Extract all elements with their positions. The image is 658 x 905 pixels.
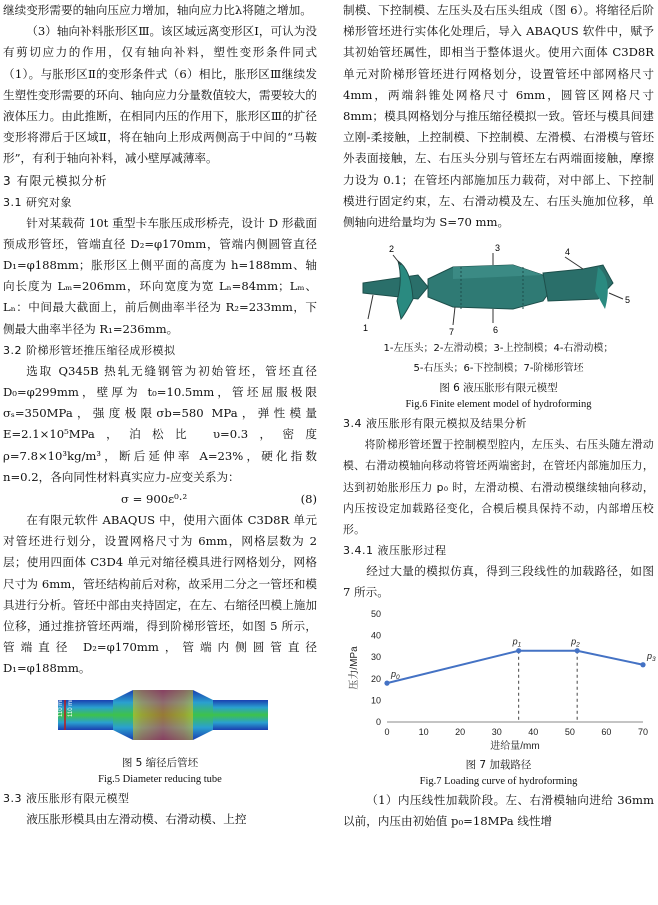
y-tick-label: 0	[375, 716, 381, 727]
subsection-heading: 3.4.1 液压胀形过程	[343, 544, 447, 558]
point-label: $p_0$	[391, 668, 400, 681]
data-point	[640, 662, 645, 667]
fig5-dimension-label: 110 mm	[68, 695, 74, 717]
fig5-dimension-label: 110 mm	[58, 695, 64, 717]
fig6-callout: 6	[493, 325, 499, 336]
figure-caption-en: Fig.6 Finite element model of hydroforming	[405, 399, 592, 411]
y-axis-label: 压力/MPa	[349, 645, 360, 690]
series-line	[387, 650, 643, 682]
figure-5	[3, 684, 317, 746]
x-axis-label: 进给量/mm	[490, 740, 540, 752]
figure-caption-en: Fig.7 Loading curve of hydroforming	[419, 775, 578, 787]
loading-curve-chart	[343, 606, 654, 756]
equation-number: (8)	[300, 492, 317, 507]
fig6-callout: 2	[389, 244, 395, 255]
equation	[3, 488, 317, 510]
section-heading: 3 有限元模拟分析	[3, 173, 108, 188]
paragraph: （3）轴向补料胀形区Ⅲ。该区域远离变形区Ⅰ，可认为没有剪切应力的作用，仅有轴向补料，塑性变形条件同式（1）。与胀形区Ⅱ的变形条件式（6）相比，胀形区Ⅲ继续发生塑性变形需要的环向、轴向应力分量数值较大，需要较大的液体压力。由此推断，在相同内压的作用下，胀形区Ⅲ的扩径变形将滞后于区域Ⅱ，将在轴向上形成两侧高于中间的“马鞍形”，有利于轴向补料，减小壁厚减薄率。	[3, 24, 317, 166]
paragraph: 液压胀形模具由左滑动模、右滑动模、上控	[26, 811, 247, 826]
paragraph: 针对某载荷 10t 重型卡车胀压成形桥壳，设计 D 形截面预成形管坯，管端直径 D₂=φ170mm，管端内侧圆管直径 D₁=φ188mm；胀形区上侧平面的高度为 h=188mm、轴向长度为 Lₘ=206mm，环向宽度为宽 Lₙ=84mm；Lₘ、Lₙ：中间最大截面上，前后侧曲率半径为 R₂=233mm，下侧最大曲率半径为 R₁=236mm。	[3, 215, 317, 336]
point-label: $p_2$	[571, 636, 580, 649]
fig6-callout: 1	[363, 323, 369, 334]
right-column	[343, 0, 654, 832]
y-tick-label: 40	[370, 630, 381, 641]
diameter-reduced-tube-image	[3, 684, 317, 746]
figure-caption: 图 7 加载路径	[465, 758, 532, 771]
subsection-heading: 3.4 液压胀形有限元模拟及结果分析	[343, 417, 527, 431]
subsection-heading: 3.1 研究对象	[3, 195, 72, 209]
data-point	[575, 648, 580, 653]
x-tick-label: 60	[601, 726, 612, 737]
figure-caption: 图 5 缩径后管坯	[121, 756, 199, 769]
left-column	[3, 0, 317, 830]
x-tick-label: 70	[637, 726, 649, 737]
figure-caption: 图 6 液压胀形有限元模型	[439, 382, 558, 395]
paragraph: 经过大量的模拟仿真，得到三段线性的加载路径，如图 7 所示。	[343, 564, 654, 600]
paragraph: 制模、下控制模、左压头及右压头组成（图 6）。将缩径后阶梯形管坯进行实体化处理后，导入 ABAQUS 软件中，赋予其初始管坯属性，即相当于整体退火。使用六面体 C3D8R 单元对阶梯形管坯进行网格划分，设置管坯中部网格尺寸 4mm，两端斜锥处网格尺寸 6mm，圆管区网格尺寸 8mm；模具网格划分与推压缩径模拟一致。管坯与模具间建立刚-柔接触，上控制模、下控制模、左滑模、右滑模与管坯外表面接触，左、右压头分别与管坯左右两端面接触，摩擦力设为 0.1；在管坯内部施加压力载荷，对中部上、下控制模进行固定约束，左、右滑动模及左、右压头施加位移，单侧轴向进给量均为 S=70 mm。	[343, 3, 654, 230]
fig6-callout: 7	[449, 327, 455, 338]
point-label: $p_3$	[647, 650, 656, 663]
x-tick-label: 20	[455, 726, 466, 737]
x-tick-label: 50	[564, 726, 575, 737]
paragraph: 在有限元软件 ABAQUS 中，使用六面体 C3D8R 单元对管坯进行划分，设置网格尺寸为 6mm，网格层数为 2 层；使用四面体 C3D4 单元对缩径模具进行网格划分，网格尺寸为 6mm，管坯结构前后对称，故采用二分之一管坯和模具进行分析。管坯中部由夹持固定，在左、右缩径凹模上施加位移，通过推挤管坯两端，得到阶梯形管坯，如图 5 所示，管端直径 D₂=φ170mm，管端内侧圆管直径 D₁=φ188mm。	[3, 513, 317, 676]
subsection-heading: 3.3 液压胀形有限元模型	[3, 791, 130, 805]
fe-model-image	[343, 239, 654, 339]
x-tick-label: 0	[384, 726, 390, 737]
fig6-callout: 3	[495, 243, 501, 254]
figure-caption-en: Fig.5 Diameter reducing tube	[98, 773, 222, 785]
y-tick-label: 30	[370, 651, 381, 662]
x-tick-label: 40	[528, 726, 539, 737]
x-tick-label: 30	[491, 726, 502, 737]
y-tick-label: 50	[370, 608, 381, 619]
paragraph: （1）内压线性加载阶段。左、右滑模轴向进给 36mm 以前，内压由初始值 p₀=18MPa 线性增	[343, 792, 654, 828]
fig6-callout: 5	[625, 295, 631, 306]
equation-body: σ = 900ε⁰·²	[121, 492, 188, 507]
point-label: $p_1$	[512, 636, 522, 649]
data-point	[516, 648, 521, 653]
y-tick-label: 20	[370, 673, 381, 684]
x-tick-label: 10	[418, 726, 429, 737]
y-tick-label: 10	[370, 695, 381, 706]
data-point	[384, 680, 389, 685]
subsection-heading: 3.2 阶梯形管坯推压缩径成形模拟	[3, 343, 176, 357]
paragraph: 将阶梯形管坯置于控制模型腔内，左压头、右压头随左滑动模、右滑动模轴向移动将管坯两端密封，在管坯内部施加压力，达到初始胀形压力 p₀ 时，左滑动模、右滑动模继续轴向移动，内压按设定加载路径变化，合模后模具保持不动，内部增压校形。	[343, 438, 654, 537]
paragraph: 选取 Q345B 热轧无缝钢管为初始管坯，管坯直径 D₀=φ299mm，壁厚为 t₀=10.5mm，管坯屈服极限σₛ=350MPa，强度极限σb=580 MPa，弹性模量 E=2.1×10⁵MPa，泊松比 υ=0.3，密度 ρ=7.8×10³kg/m³，断后延伸率 A=23%，硬化指数 n=0.2，各向同性材料真实应力-应变关系为：	[3, 363, 317, 484]
fig6-callout: 4	[565, 247, 571, 258]
figure-legend: 5-右压头；6-下控制模；7-阶梯形管坯	[413, 363, 584, 375]
figure-6	[343, 239, 654, 339]
paragraph: 继续变形需要的轴向压应力增加，轴向应力比λ将随之增加。	[3, 3, 312, 17]
figure-legend: 1-左压头；2-左滑动模；3-上控制模；4-右滑动模；	[383, 343, 614, 355]
figure-7-chart	[343, 606, 654, 756]
